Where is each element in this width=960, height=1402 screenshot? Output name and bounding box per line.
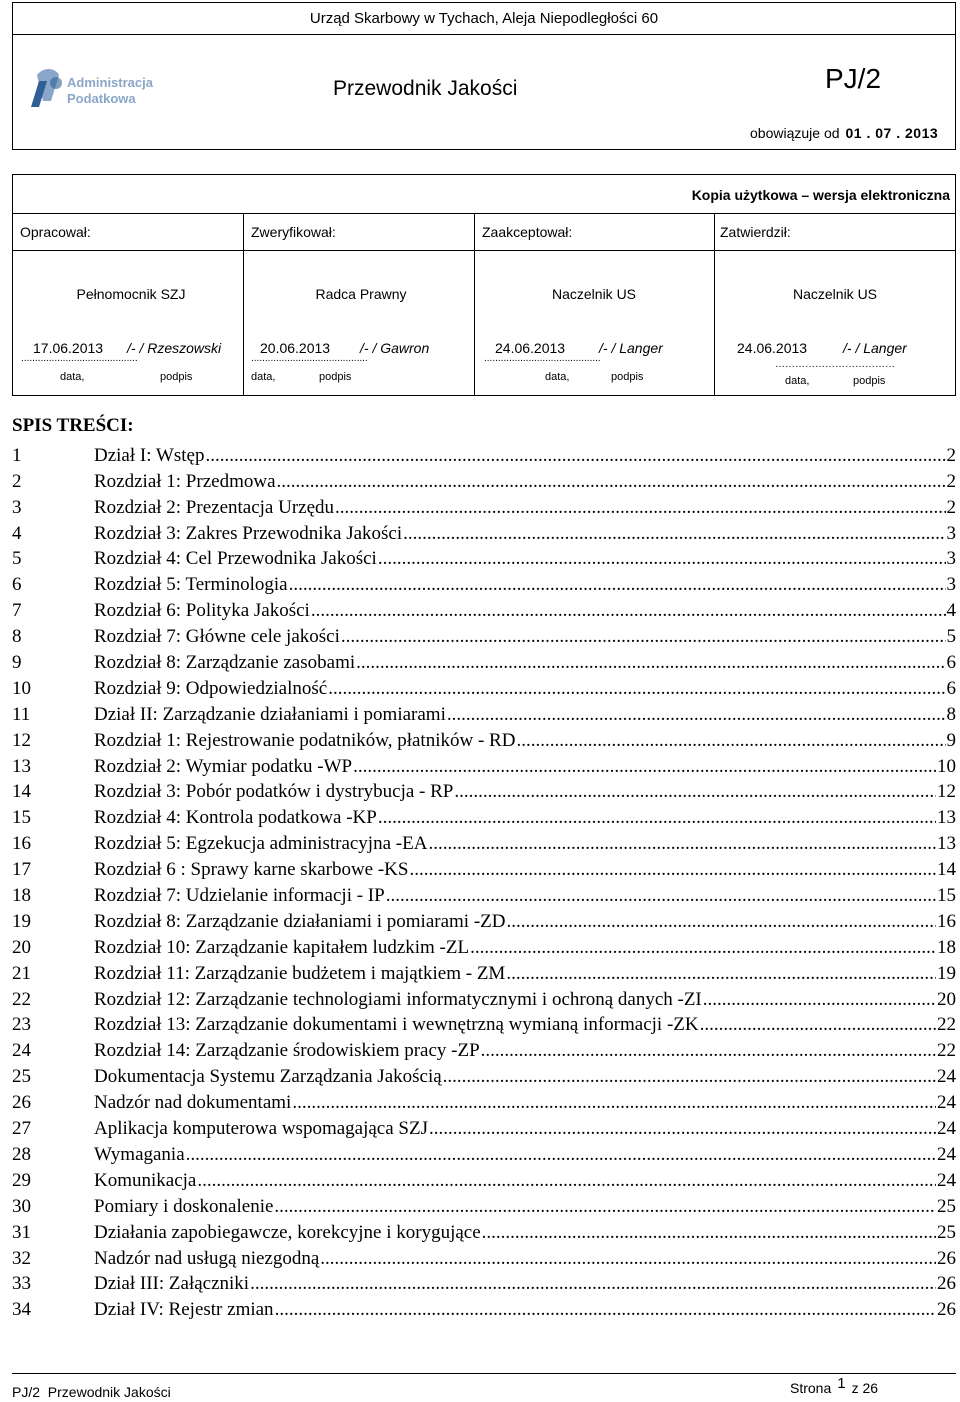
toc-leader-dots <box>409 859 936 881</box>
toc-entry-title[interactable]: Rozdział 4: Cel Przewodnika Jakości <box>94 548 377 570</box>
page-sep: z <box>851 1380 859 1396</box>
administracja-podatkowa-logo <box>25 61 175 117</box>
toc-leader-dots <box>700 1014 936 1036</box>
toc-leader-dots <box>378 548 946 570</box>
toc-entry-title[interactable]: Rozdział 8: Zarządzanie działaniami i pomiarami -ZD <box>94 910 506 932</box>
toc-entry-page: 22 <box>937 1014 956 1036</box>
toc-entry-number: 9 <box>12 652 22 674</box>
toc-leader-dots <box>275 1299 936 1321</box>
toc-entry-number: 29 <box>12 1169 31 1191</box>
toc-entry[interactable] <box>12 1114 956 1140</box>
sign-name: /- / Langer <box>843 340 907 356</box>
toc-entry-number: 11 <box>12 703 31 725</box>
sign-caption-sign: podpis <box>853 375 886 387</box>
toc-leader-dots <box>353 756 936 778</box>
toc-entry[interactable] <box>12 829 956 855</box>
toc-leader-dots <box>443 1066 936 1088</box>
toc-entry-title[interactable]: Komunikacja <box>94 1169 197 1191</box>
toc-entry-page: 26 <box>937 1247 956 1269</box>
toc-entry-page: 8 <box>946 703 956 725</box>
toc-entry-title[interactable]: Nadzór nad usługą niezgodną <box>94 1247 320 1269</box>
toc-entry[interactable] <box>12 1166 956 1192</box>
toc-entry-page: 24 <box>937 1066 956 1088</box>
document-code: PJ/2 <box>825 63 882 94</box>
approval-table <box>12 174 956 396</box>
toc-entry-title[interactable]: Dział IV: Rejestr zmian <box>94 1299 274 1321</box>
sign-dots: .......................................... <box>21 353 138 364</box>
toc-entry-number: 8 <box>12 626 22 648</box>
toc-leader-dots <box>277 471 946 493</box>
toc-entry-page: 2 <box>946 470 956 492</box>
toc-entry-title[interactable]: Rozdział 1: Rejestrowanie podatników, płatników - RD <box>94 729 516 751</box>
toc-entry[interactable] <box>12 648 956 674</box>
valid-from-date: 01 . 07 . 2013 <box>845 125 939 141</box>
toc-leader-dots <box>516 730 945 752</box>
page-current: 1 <box>837 1375 846 1392</box>
toc-entry-title[interactable]: Rozdział 11: Zarządzanie budżetem i majątkiem - ZM <box>94 962 506 984</box>
toc-entry-page: 14 <box>937 859 956 881</box>
table-of-contents <box>12 441 956 1321</box>
toc-entry-title[interactable]: Rozdział 6 : Sprawy karne skarbowe -KS <box>94 859 409 881</box>
document-title: Przewodnik Jakości <box>333 77 518 100</box>
toc-entry-number: 28 <box>12 1143 31 1165</box>
toc-entry-number: 34 <box>12 1299 31 1321</box>
toc-leader-dots <box>335 497 945 519</box>
sign-caption-date: data, <box>251 371 276 383</box>
toc-entry-title[interactable]: Aplikacja komputerowa wspomagająca SZJ <box>94 1118 428 1140</box>
toc-entry-title[interactable]: Rozdział 10: Zarządzanie kapitałem ludzkim -ZL <box>94 936 470 958</box>
toc-entry-title[interactable]: Rozdział 7: Główne cele jakości <box>94 626 340 648</box>
toc-entry[interactable] <box>12 493 956 519</box>
role-accepted-by: Zaakceptował: <box>482 224 573 240</box>
toc-entry[interactable] <box>12 1088 956 1114</box>
toc-entry[interactable] <box>12 519 956 545</box>
toc-entry[interactable] <box>12 907 956 933</box>
toc-leader-dots <box>197 1170 936 1192</box>
toc-entry-page: 15 <box>937 885 956 907</box>
toc-entry[interactable] <box>12 700 956 726</box>
toc-leader-dots <box>378 807 936 829</box>
toc-entry-number: 14 <box>12 781 31 803</box>
toc-entry-title[interactable]: Nadzór nad dokumentami <box>94 1092 292 1114</box>
logo-text-line1: Administracja <box>67 75 153 90</box>
toc-entry[interactable] <box>12 855 956 881</box>
toc-entry-title[interactable]: Dział III: Załączniki <box>94 1273 250 1295</box>
sign-dots: .......................................... <box>484 353 601 364</box>
toc-leader-dots <box>289 574 946 596</box>
sign-date: 24.06.2013 <box>495 340 566 356</box>
toc-leader-dots <box>328 678 945 700</box>
toc-entry-number: 7 <box>12 600 22 622</box>
toc-entry-number: 25 <box>12 1066 31 1088</box>
valid-from-label: obowiązuje od <box>750 125 840 141</box>
toc-leader-dots <box>386 885 936 907</box>
toc-entry[interactable] <box>12 1140 956 1166</box>
toc-entry-title[interactable]: Rozdział 9: Odpowiedzialność <box>94 677 328 699</box>
toc-entry[interactable] <box>12 570 956 596</box>
person-verified-by: Radca Prawny <box>315 286 407 302</box>
toc-entry-page: 3 <box>946 574 956 596</box>
toc-entry-page: 18 <box>937 936 956 958</box>
toc-entry-page: 26 <box>937 1299 956 1321</box>
sign-dots: .......................................... <box>251 353 368 364</box>
toc-entry[interactable] <box>12 674 956 700</box>
toc-leader-dots <box>482 1222 936 1244</box>
sign-caption-sign: podpis <box>319 371 352 383</box>
toc-entry-number: 32 <box>12 1247 31 1269</box>
footer-page-info <box>790 1375 879 1397</box>
toc-entry-title[interactable]: Działania zapobiegawcze, korekcyjne i korygujące <box>94 1221 481 1243</box>
toc-entry[interactable] <box>12 726 956 752</box>
toc-entry[interactable] <box>12 1062 956 1088</box>
toc-entry[interactable] <box>12 881 956 907</box>
toc-entry-page: 26 <box>937 1273 956 1295</box>
toc-entry[interactable] <box>12 596 956 622</box>
divider <box>474 213 475 395</box>
toc-entry[interactable] <box>12 1218 956 1244</box>
toc-entry-number: 15 <box>12 807 31 829</box>
toc-entry-number: 31 <box>12 1221 31 1243</box>
toc-entry-number: 21 <box>12 962 31 984</box>
toc-entry[interactable] <box>12 778 956 804</box>
toc-leader-dots <box>250 1273 936 1295</box>
toc-entry-title[interactable]: Rozdział 6: Polityka Jakości <box>94 600 310 622</box>
sign-name: /- / Langer <box>599 340 663 356</box>
divider <box>13 213 955 214</box>
toc-entry-number: 5 <box>12 548 22 570</box>
toc-entry-title[interactable]: Dział II: Zarządzanie działaniami i pomiarami <box>94 703 446 725</box>
toc-entry-page: 10 <box>937 755 956 777</box>
toc-entry-title[interactable]: Rozdział 5: Terminologia <box>94 574 288 596</box>
toc-entry-page: 2 <box>946 496 956 518</box>
toc-entry-page: 24 <box>937 1169 956 1191</box>
sign-caption-date: data, <box>545 371 570 383</box>
sign-date: 24.06.2013 <box>737 340 808 356</box>
toc-entry-title[interactable]: Rozdział 2: Wymiar podatku -WP <box>94 755 353 777</box>
toc-leader-dots <box>292 1092 936 1114</box>
toc-entry-page: 12 <box>937 781 956 803</box>
toc-entry[interactable] <box>12 1036 956 1062</box>
toc-entry-title[interactable]: Rozdział 14: Zarządzanie środowiskiem pracy -ZP <box>94 1040 480 1062</box>
toc-entry-number: 16 <box>12 833 31 855</box>
toc-entry[interactable] <box>12 803 956 829</box>
toc-entry-title[interactable]: Dokumentacja Systemu Zarządzania Jakością <box>94 1066 442 1088</box>
toc-entry-page: 6 <box>946 652 956 674</box>
sign-date: 20.06.2013 <box>260 340 331 356</box>
toc-leader-dots <box>428 833 936 855</box>
divider <box>243 213 244 395</box>
toc-entry-title[interactable]: Rozdział 8: Zarządzanie zasobami <box>94 652 356 674</box>
toc-entry-number: 22 <box>12 988 31 1010</box>
logo-text-line2: Podatkowa <box>67 91 136 106</box>
toc-leader-dots <box>507 911 937 933</box>
toc-entry-number: 1 <box>12 444 22 466</box>
toc-entry-page: 20 <box>937 988 956 1010</box>
toc-entry[interactable] <box>12 1270 956 1296</box>
toc-leader-dots <box>341 626 946 648</box>
toc-entry[interactable] <box>12 1295 956 1321</box>
toc-leader-dots <box>274 1196 936 1218</box>
toc-entry-title[interactable]: Dział I: Wstęp <box>94 444 205 466</box>
toc-entry-page: 3 <box>946 548 956 570</box>
toc-entry-title[interactable]: Wymagania <box>94 1143 185 1165</box>
toc-leader-dots <box>356 652 945 674</box>
toc-entry[interactable] <box>12 959 956 985</box>
sign-caption-sign: podpis <box>611 371 644 383</box>
office-address: Urząd Skarbowy w Tychach, Aleja Niepodległości 60 <box>13 6 955 35</box>
toc-entry-number: 6 <box>12 574 22 596</box>
toc-leader-dots <box>320 1248 936 1270</box>
person-accepted-by: Naczelnik US <box>551 286 637 302</box>
toc-entry-page: 4 <box>946 600 956 622</box>
divider <box>714 213 715 395</box>
toc-heading: SPIS TREŚCI: <box>12 415 134 436</box>
page-total: 26 <box>862 1380 879 1396</box>
footer-doc-name: PJ/2 Przewodnik Jakości <box>12 1384 171 1400</box>
toc-entry-number: 17 <box>12 859 31 881</box>
toc-entry-title[interactable]: Rozdział 3: Zakres Przewodnika Jakości <box>94 522 403 544</box>
toc-entry-title[interactable]: Rozdział 1: Przedmowa <box>94 470 276 492</box>
toc-entry-title[interactable]: Rozdział 13: Zarządzanie dokumentami i wewnętrzną wymianą informacji -ZK <box>94 1014 699 1036</box>
sign-caption-sign: podpis <box>160 371 193 383</box>
toc-leader-dots <box>186 1144 936 1166</box>
toc-entry-page: 25 <box>937 1195 956 1217</box>
toc-entry[interactable] <box>12 1244 956 1270</box>
toc-leader-dots <box>481 1040 936 1062</box>
toc-entry-title[interactable]: Rozdział 4: Kontrola podatkowa -KP <box>94 807 377 829</box>
toc-entry-page: 22 <box>937 1040 956 1062</box>
toc-entry-page: 5 <box>946 626 956 648</box>
toc-entry-page: 2 <box>946 444 956 466</box>
toc-entry[interactable] <box>12 441 956 467</box>
sign-date: 17.06.2013 <box>33 340 104 356</box>
toc-entry-number: 10 <box>12 677 31 699</box>
toc-entry-number: 19 <box>12 910 31 932</box>
toc-entry-page: 24 <box>937 1118 956 1140</box>
toc-entry-number: 2 <box>12 470 22 492</box>
toc-entry-page: 24 <box>937 1143 956 1165</box>
toc-entry-page: 24 <box>937 1092 956 1114</box>
toc-entry-number: 12 <box>12 729 31 751</box>
toc-entry-number: 20 <box>12 936 31 958</box>
toc-entry[interactable] <box>12 1192 956 1218</box>
role-approved-by: Zatwierdził: <box>720 224 791 240</box>
valid-from <box>750 125 938 141</box>
toc-entry-number: 26 <box>12 1092 31 1114</box>
toc-entry[interactable] <box>12 1011 956 1037</box>
toc-entry[interactable] <box>12 933 956 959</box>
divider <box>13 250 955 251</box>
toc-leader-dots <box>429 1118 936 1140</box>
toc-entry-page: 13 <box>937 833 956 855</box>
toc-leader-dots <box>703 989 936 1011</box>
toc-entry-page: 6 <box>946 677 956 699</box>
toc-entry-number: 24 <box>12 1040 31 1062</box>
toc-entry[interactable] <box>12 545 956 571</box>
toc-entry-number: 30 <box>12 1195 31 1217</box>
toc-leader-dots <box>454 781 936 803</box>
toc-entry[interactable] <box>12 752 956 778</box>
toc-entry-number: 33 <box>12 1273 31 1295</box>
toc-entry[interactable] <box>12 985 956 1011</box>
sign-name: /- / Gawron <box>360 340 430 356</box>
toc-leader-dots <box>470 937 936 959</box>
toc-entry-title[interactable]: Rozdział 3: Pobór podatków i dystrybucja - RP <box>94 781 454 803</box>
role-prepared-by: Opracował: <box>20 224 91 240</box>
toc-leader-dots <box>403 523 945 545</box>
toc-entry-page: 16 <box>937 910 956 932</box>
toc-entry-number: 4 <box>12 522 22 544</box>
toc-entry-number: 13 <box>12 755 31 777</box>
sign-caption-date: data, <box>60 371 85 383</box>
toc-leader-dots <box>447 704 946 726</box>
toc-entry-page: 13 <box>937 807 956 829</box>
toc-entry-title[interactable]: Rozdział 5: Egzekucja administracyjna -EA <box>94 833 428 855</box>
sign-name: /- / Rzeszowski <box>127 340 222 356</box>
toc-entry-title[interactable]: Rozdział 2: Prezentacja Urzędu <box>94 496 335 518</box>
toc-entry-number: 3 <box>12 496 22 518</box>
toc-leader-dots <box>205 445 945 467</box>
toc-entry-page: 25 <box>937 1221 956 1243</box>
toc-entry-page: 9 <box>946 729 956 751</box>
toc-entry-title[interactable]: Pomiary i doskonalenie <box>94 1195 274 1217</box>
toc-entry[interactable] <box>12 622 956 648</box>
sign-dots: ……………………………… <box>775 359 895 370</box>
role-verified-by: Zweryfikował: <box>251 224 336 240</box>
person-prepared-by: Pełnomocnik SZJ <box>76 286 186 302</box>
toc-leader-dots <box>506 963 936 985</box>
toc-entry-page: 3 <box>946 522 956 544</box>
toc-entry[interactable] <box>12 467 956 493</box>
toc-entry-title[interactable]: Rozdział 7: Udzielanie informacji - IP <box>94 885 385 907</box>
toc-entry-number: 27 <box>12 1118 31 1140</box>
copy-note: Kopia użytkowa – wersja elektroniczna <box>691 187 950 203</box>
toc-entry-title[interactable]: Rozdział 12: Zarządzanie technologiami informatycznymi i ochroną danych -ZI <box>94 988 702 1010</box>
toc-entry-page: 19 <box>937 962 956 984</box>
document-header <box>12 2 956 150</box>
page-label: Strona <box>790 1380 832 1396</box>
footer-divider <box>12 1373 956 1374</box>
sign-caption-date: data, <box>785 375 810 387</box>
toc-entry-number: 18 <box>12 885 31 907</box>
toc-leader-dots <box>311 600 946 622</box>
person-approved-by: Naczelnik US <box>792 286 878 302</box>
toc-entry-number: 23 <box>12 1014 31 1036</box>
